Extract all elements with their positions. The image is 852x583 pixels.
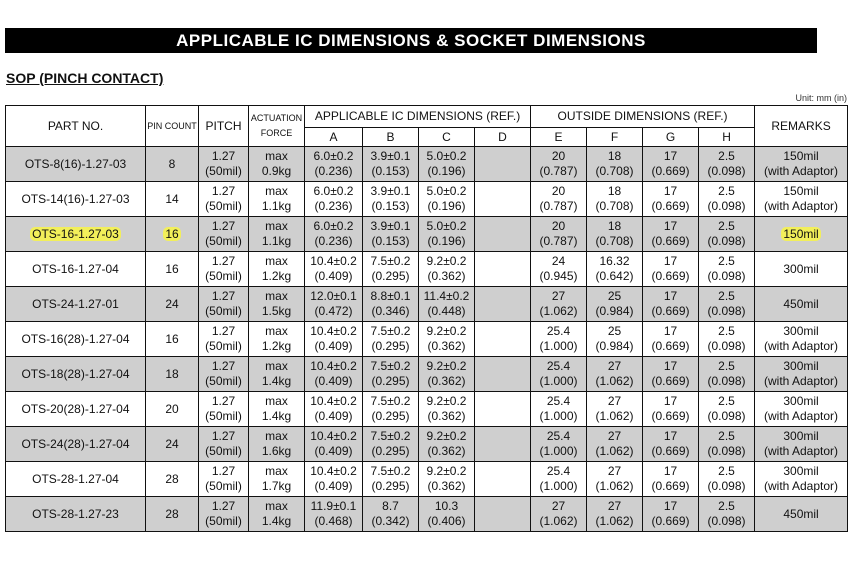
dim-h: 2.5 (0.098) <box>699 287 755 322</box>
force: max 1.6kg <box>249 427 305 462</box>
dim-c: 10.3 (0.406) <box>419 497 475 532</box>
pin-count: 18 <box>146 357 199 392</box>
pin-count: 16 <box>146 322 199 357</box>
dim-c: 9.2±0.2 (0.362) <box>419 252 475 287</box>
dim-g: 17 (0.669) <box>643 427 699 462</box>
header-d: D <box>475 128 531 147</box>
dim-a: 10.4±0.2 (0.409) <box>305 427 363 462</box>
force: max 1.1kg <box>249 182 305 217</box>
dim-e: 20 (0.787) <box>531 182 587 217</box>
dim-b: 7.5±0.2 (0.295) <box>363 357 419 392</box>
dim-c: 5.0±0.2 (0.196) <box>419 217 475 252</box>
dim-g: 17 (0.669) <box>643 462 699 497</box>
dim-d <box>475 147 531 182</box>
dim-f: 18 (0.708) <box>587 182 643 217</box>
dim-g: 17 (0.669) <box>643 392 699 427</box>
header-b: B <box>363 128 419 147</box>
table-row <box>6 357 848 392</box>
part-number: OTS-8(16)-1.27-03 <box>6 147 146 182</box>
part-number: OTS-20(28)-1.27-04 <box>6 392 146 427</box>
remarks: 300mil (with Adaptor) <box>755 392 848 427</box>
dim-h: 2.5 (0.098) <box>699 392 755 427</box>
pitch: 1.27 (50mil) <box>199 182 249 217</box>
section-title: SOP (PINCH CONTACT) <box>6 70 164 86</box>
dim-d <box>475 217 531 252</box>
header-actuation-line1: ACTUATION <box>250 113 303 123</box>
dim-e: 27 (1.062) <box>531 287 587 322</box>
pin-count: 8 <box>146 147 199 182</box>
dim-a: 10.4±0.2 (0.409) <box>305 322 363 357</box>
dim-e: 25.4 (1.000) <box>531 357 587 392</box>
pitch: 1.27 (50mil) <box>199 497 249 532</box>
header-c: C <box>419 128 475 147</box>
dim-b: 3.9±0.1 (0.153) <box>363 147 419 182</box>
pitch: 1.27 (50mil) <box>199 287 249 322</box>
dim-a: 10.4±0.2 (0.409) <box>305 392 363 427</box>
highlight-mark: 150mil <box>783 226 819 241</box>
dim-c: 5.0±0.2 (0.196) <box>419 182 475 217</box>
pin-count: 24 <box>146 427 199 462</box>
dim-f: 18 (0.708) <box>587 217 643 252</box>
dim-c: 9.2±0.2 (0.362) <box>419 392 475 427</box>
dim-d <box>475 322 531 357</box>
dim-b: 7.5±0.2 (0.295) <box>363 252 419 287</box>
dim-e: 25.4 (1.000) <box>531 322 587 357</box>
dim-a: 6.0±0.2 (0.236) <box>305 217 363 252</box>
dim-c: 9.2±0.2 (0.362) <box>419 462 475 497</box>
table-row <box>6 392 848 427</box>
dim-a: 6.0±0.2 (0.236) <box>305 147 363 182</box>
dim-h: 2.5 (0.098) <box>699 217 755 252</box>
dim-g: 17 (0.669) <box>643 182 699 217</box>
remarks: 450mil <box>755 497 848 532</box>
dim-g: 17 (0.669) <box>643 217 699 252</box>
dim-h: 2.5 (0.098) <box>699 322 755 357</box>
table-row <box>6 287 848 322</box>
dim-d <box>475 287 531 322</box>
dim-e: 25.4 (1.000) <box>531 427 587 462</box>
force: max 1.2kg <box>249 322 305 357</box>
pitch: 1.27 (50mil) <box>199 217 249 252</box>
dim-b: 7.5±0.2 (0.295) <box>363 427 419 462</box>
dim-b: 8.8±0.1 (0.346) <box>363 287 419 322</box>
dim-g: 17 (0.669) <box>643 147 699 182</box>
table-row <box>6 462 848 497</box>
dim-e: 25.4 (1.000) <box>531 392 587 427</box>
force: max 1.1kg <box>249 217 305 252</box>
pitch: 1.27 (50mil) <box>199 462 249 497</box>
highlight-mark: OTS-16-1.27-03 <box>32 226 119 241</box>
highlight-mark: 16 <box>165 226 179 241</box>
table-row <box>6 182 848 217</box>
dim-e: 24 (0.945) <box>531 252 587 287</box>
dim-g: 17 (0.669) <box>643 357 699 392</box>
dim-b: 3.9±0.1 (0.153) <box>363 217 419 252</box>
dim-a: 10.4±0.2 (0.409) <box>305 252 363 287</box>
part-number: OTS-16(28)-1.27-04 <box>6 322 146 357</box>
dim-f: 25 (0.984) <box>587 287 643 322</box>
force: max 0.9kg <box>249 147 305 182</box>
pitch: 1.27 (50mil) <box>199 392 249 427</box>
dim-c: 9.2±0.2 (0.362) <box>419 322 475 357</box>
header-part-no: PART NO. <box>6 106 146 147</box>
dim-f: 18 (0.708) <box>587 147 643 182</box>
pitch: 1.27 (50mil) <box>199 252 249 287</box>
dim-b: 7.5±0.2 (0.295) <box>363 392 419 427</box>
dim-f: 27 (1.062) <box>587 462 643 497</box>
dim-c: 11.4±0.2 (0.448) <box>419 287 475 322</box>
header-remarks: REMARKS <box>755 106 848 147</box>
part-number: OTS-28-1.27-04 <box>6 462 146 497</box>
remarks: 300mil (with Adaptor) <box>755 462 848 497</box>
dim-c: 5.0±0.2 (0.196) <box>419 147 475 182</box>
part-number: OTS-18(28)-1.27-04 <box>6 357 146 392</box>
remarks: 150mil (with Adaptor) <box>755 182 848 217</box>
dim-f: 27 (1.062) <box>587 392 643 427</box>
dim-d <box>475 462 531 497</box>
part-number: OTS-16-1.27-04 <box>6 252 146 287</box>
header-f: F <box>587 128 643 147</box>
dim-g: 17 (0.669) <box>643 322 699 357</box>
dim-e: 25.4 (1.000) <box>531 462 587 497</box>
pin-count: 20 <box>146 392 199 427</box>
document-title: APPLICABLE IC DIMENSIONS & SOCKET DIMENSIONS <box>5 28 817 53</box>
header-pitch: PITCH <box>199 106 249 147</box>
part-number <box>6 217 146 252</box>
force: max 1.4kg <box>249 357 305 392</box>
header-applicable-ic: APPLICABLE IC DIMENSIONS (REF.) <box>305 106 531 128</box>
header-e: E <box>531 128 587 147</box>
part-number: OTS-24-1.27-01 <box>6 287 146 322</box>
force: max 1.4kg <box>249 497 305 532</box>
header-g: G <box>643 128 699 147</box>
dim-h: 2.5 (0.098) <box>699 357 755 392</box>
dim-a: 10.4±0.2 (0.409) <box>305 357 363 392</box>
remarks: 300mil (with Adaptor) <box>755 357 848 392</box>
pin-count: 16 <box>146 252 199 287</box>
header-pin-count: PIN COUNT <box>146 106 199 147</box>
dim-a: 10.4±0.2 (0.409) <box>305 462 363 497</box>
force: max 1.7kg <box>249 462 305 497</box>
table-body <box>6 147 848 532</box>
dim-b: 7.5±0.2 (0.295) <box>363 322 419 357</box>
pin-count: 14 <box>146 182 199 217</box>
dim-f: 27 (1.062) <box>587 357 643 392</box>
dim-d <box>475 182 531 217</box>
dim-f: 27 (1.062) <box>587 497 643 532</box>
dim-g: 17 (0.669) <box>643 497 699 532</box>
pitch: 1.27 (50mil) <box>199 357 249 392</box>
pitch: 1.27 (50mil) <box>199 322 249 357</box>
dim-h: 2.5 (0.098) <box>699 462 755 497</box>
remarks: 300mil <box>755 252 848 287</box>
dim-a: 12.0±0.1 (0.472) <box>305 287 363 322</box>
dim-h: 2.5 (0.098) <box>699 497 755 532</box>
dim-f: 25 (0.984) <box>587 322 643 357</box>
dim-b: 8.7 (0.342) <box>363 497 419 532</box>
dim-a: 11.9±0.1 (0.468) <box>305 497 363 532</box>
dim-d <box>475 252 531 287</box>
dim-d <box>475 357 531 392</box>
force: max 1.5kg <box>249 287 305 322</box>
dim-c: 9.2±0.2 (0.362) <box>419 357 475 392</box>
dim-d <box>475 497 531 532</box>
dim-h: 2.5 (0.098) <box>699 147 755 182</box>
dim-d <box>475 392 531 427</box>
remarks: 300mil (with Adaptor) <box>755 322 848 357</box>
header-actuation-line2: FORCE <box>260 128 293 138</box>
dim-f: 27 (1.062) <box>587 427 643 462</box>
remarks: 150mil (with Adaptor) <box>755 147 848 182</box>
remarks <box>755 217 848 252</box>
dim-a: 6.0±0.2 (0.236) <box>305 182 363 217</box>
remarks: 300mil (with Adaptor) <box>755 427 848 462</box>
force: max 1.4kg <box>249 392 305 427</box>
dim-g: 17 (0.669) <box>643 252 699 287</box>
part-number: OTS-28-1.27-23 <box>6 497 146 532</box>
header-a: A <box>305 128 363 147</box>
pitch: 1.27 (50mil) <box>199 427 249 462</box>
dim-h: 2.5 (0.098) <box>699 182 755 217</box>
dim-h: 2.5 (0.098) <box>699 427 755 462</box>
header-outside: OUTSIDE DIMENSIONS (REF.) <box>531 106 755 128</box>
pin-count <box>146 217 199 252</box>
pin-count: 24 <box>146 287 199 322</box>
pitch: 1.27 (50mil) <box>199 147 249 182</box>
table-row <box>6 147 848 182</box>
table-row-highlighted <box>6 217 848 252</box>
dimensions-table <box>5 105 848 532</box>
dim-e: 20 (0.787) <box>531 147 587 182</box>
pin-count: 28 <box>146 462 199 497</box>
dim-h: 2.5 (0.098) <box>699 252 755 287</box>
header-h: H <box>699 128 755 147</box>
dim-e: 27 (1.062) <box>531 497 587 532</box>
table-row <box>6 427 848 462</box>
dim-c: 9.2±0.2 (0.362) <box>419 427 475 462</box>
part-number: OTS-14(16)-1.27-03 <box>6 182 146 217</box>
table-row <box>6 497 848 532</box>
dim-e: 20 (0.787) <box>531 217 587 252</box>
dim-b: 3.9±0.1 (0.153) <box>363 182 419 217</box>
table-row <box>6 252 848 287</box>
dim-f: 16.32 (0.642) <box>587 252 643 287</box>
part-number: OTS-24(28)-1.27-04 <box>6 427 146 462</box>
dim-g: 17 (0.669) <box>643 287 699 322</box>
unit-note: Unit: mm (in) <box>795 93 847 103</box>
force: max 1.2kg <box>249 252 305 287</box>
dim-d <box>475 427 531 462</box>
dim-b: 7.5±0.2 (0.295) <box>363 462 419 497</box>
header-actuation-force <box>249 106 305 147</box>
pin-count: 28 <box>146 497 199 532</box>
table-row <box>6 322 848 357</box>
remarks: 450mil <box>755 287 848 322</box>
